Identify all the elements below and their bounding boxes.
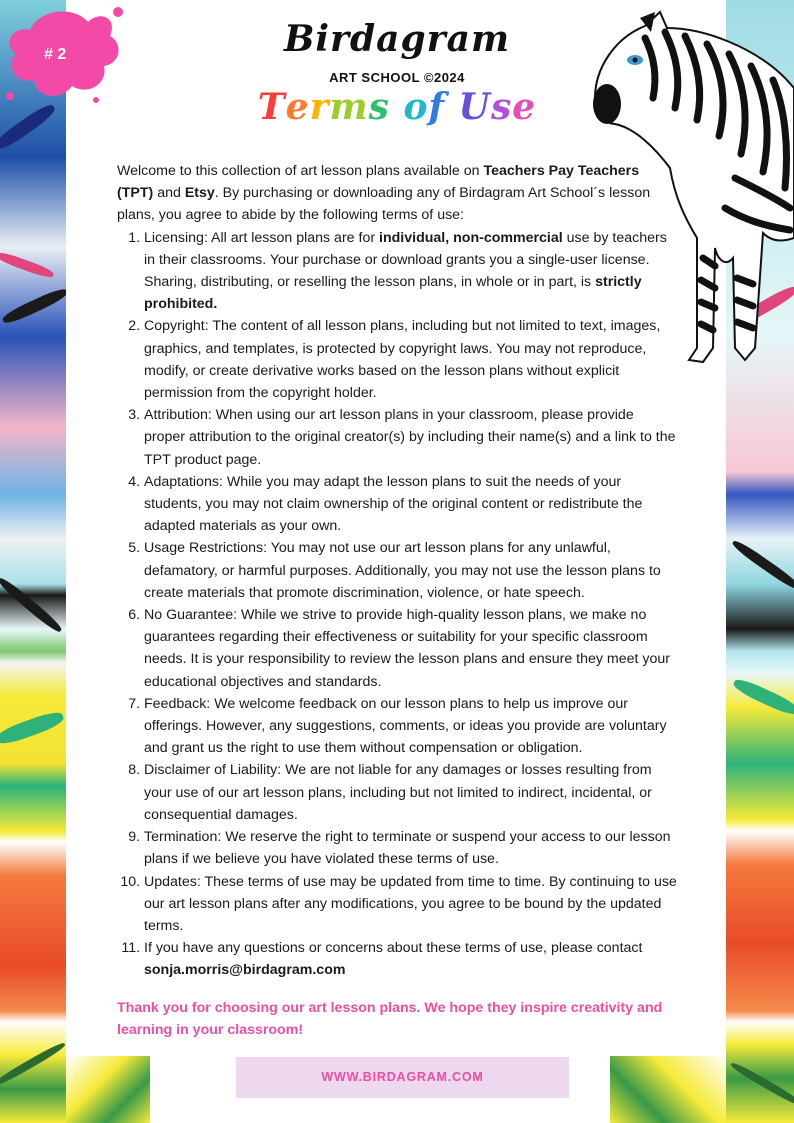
intro-paragraph: Welcome to this collection of art lesson plans available on Teachers Pay Teachers (TPT) and Etsy. By purchasing or downloading any of Birdagram Art School´s lesson plans, you agree to abide by the following terms of use:	[117, 163, 651, 224]
website-link[interactable]: WWW.BIRDAGRAM.COM	[236, 1057, 569, 1098]
list-item: 2. Copyright: The content of all lesson plans, including but not limited to text, images, graphics, and templates, is protected by copyright laws. You may not reproduce, modify, or create derivative works based on the lesson plans without explicit permission from the copyright holder.	[144, 315, 677, 404]
list-item: 1. Licensing: All art lesson plans are for individual, non-commercial use by teachers in their classrooms. Your purchase or download grants you a single-user license. Sharing, distributing, or reselling the lesson plans, in whole or in part, is strictly prohibited.	[144, 227, 677, 316]
list-item: 11. If you have any questions or concerns about these terms of use, please contact sonja.morris@birdagram.com	[144, 937, 677, 981]
bottom-left-leaves	[66, 1056, 150, 1123]
list-item: 8. Disclaimer of Liability: We are not liable for any damages or losses resulting from your use of our art lesson plans, including but not limited to indirect, incidental, or consequential damages.	[144, 759, 677, 826]
terms-list	[117, 227, 677, 982]
list-item: 9. Termination: We reserve the right to terminate or suspend your access to our lesson plans if we believe you have violated these terms of use.	[144, 826, 677, 870]
list-item: 7. Feedback: We welcome feedback on our lesson plans to help us improve our offerings. However, any suggestions, comments, or ideas you provide are voluntary and grant us the right to use them without compensation or obligation.	[144, 693, 677, 760]
contact-email-link[interactable]: sonja.morris@birdagram.com	[144, 962, 346, 979]
page-title: Terms of Use	[257, 86, 537, 128]
bottom-right-leaves	[610, 1056, 726, 1123]
list-item: 10. Updates: These terms of use may be updated from time to time. By continuing to use our art lesson plans after any modifications, you agree to be bound by the updated terms.	[144, 871, 677, 938]
list-item: 6. No Guarantee: While we strive to provide high-quality lesson plans, we make no guarantees regarding their effectiveness or suitability for your specific classroom needs. It is your responsibility to review the lesson plans and ensure they meet your educational objectives and standards.	[144, 604, 677, 693]
brand-logo: Birdagram	[283, 18, 511, 60]
page-number-badge: # 2	[44, 46, 67, 63]
left-painted-border	[0, 0, 66, 1123]
terms-body	[117, 160, 677, 982]
list-item: 4. Adaptations: While you may adapt the lesson plans to suit the needs of your students, you may not claim ownership of the original content or redistribute the adapted materials as your own.	[144, 471, 677, 538]
list-item: 5. Usage Restrictions: You may not use our art lesson plans for any unlawful, defamatory, or harmful purposes. Additionally, you may not use the lesson plans to create materials that promote discrimination, violence, or hate speech.	[144, 537, 677, 604]
brand-subtitle: ART SCHOOL ©2024	[329, 70, 465, 85]
thank-you-note: Thank you for choosing our art lesson plans. We hope they inspire creativity and learning in your classroom!	[117, 1000, 663, 1038]
list-item: 3. Attribution: When using our art lesson plans in your classroom, please provide proper attribution to the original creator(s) by including their name(s) and a link to the TPT product page.	[144, 404, 677, 471]
